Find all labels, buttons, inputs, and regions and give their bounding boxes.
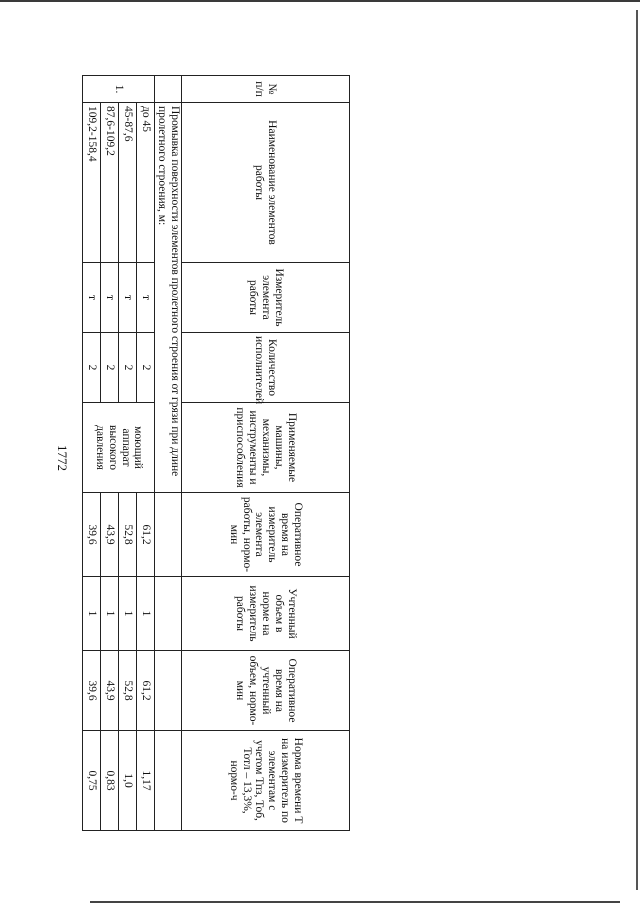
row-name: 45-87,6 bbox=[119, 103, 137, 263]
section-row bbox=[155, 76, 182, 831]
rotated-document bbox=[86, 75, 350, 830]
row-meter: т bbox=[83, 263, 101, 333]
section-title: Промывка поверхности элементов пролетного строения от грязи при длине пролетного строения, м: bbox=[155, 103, 182, 493]
row-norm-time: 0,83 bbox=[101, 731, 119, 831]
norms-table bbox=[82, 75, 350, 831]
row-volume: 1 bbox=[83, 577, 101, 651]
header-name: Наименование элементов работы bbox=[182, 103, 350, 263]
machine-cell: моющий аппарат высокого давления bbox=[83, 403, 155, 493]
rotated-document-inner bbox=[86, 75, 350, 830]
row-performers: 2 bbox=[137, 333, 155, 403]
row-op-time-volume: 61,2 bbox=[137, 651, 155, 731]
row-performers: 2 bbox=[83, 333, 101, 403]
row-op-time-volume: 39,6 bbox=[83, 651, 101, 731]
header-no: № п/п bbox=[182, 76, 350, 103]
row-op-time-element: 52,8 bbox=[119, 493, 137, 577]
row-op-time-element: 61,2 bbox=[137, 493, 155, 577]
row-meter: т bbox=[119, 263, 137, 333]
header-op-time-element: Оперативное время на измеритель элемента работы, нормо-мин bbox=[182, 493, 350, 577]
header-row bbox=[182, 76, 350, 831]
section-empty bbox=[155, 651, 182, 731]
header-norm-time: Норма времени Т на измеритель по элементам с учетом Тпз, Тоб, Тотл – 13,3%, нормо-ч bbox=[182, 731, 350, 831]
header-machines: Применяемые машины, механизмы, инструменты и приспособления bbox=[182, 403, 350, 493]
row-name: 109,2-158,4 bbox=[83, 103, 101, 263]
row-name: 87,6-109,2 bbox=[101, 103, 119, 263]
row-op-time-element: 43,9 bbox=[101, 493, 119, 577]
row-performers: 2 bbox=[119, 333, 137, 403]
row-meter: т bbox=[137, 263, 155, 333]
header-meter: Измеритель элемента работы bbox=[182, 263, 350, 333]
section-empty bbox=[155, 577, 182, 651]
header-op-time-volume: Оперативное время на учтенный объем, нормо-мин bbox=[182, 651, 350, 731]
row-volume: 1 bbox=[137, 577, 155, 651]
scan-edge-top bbox=[0, 0, 640, 2]
row-op-time-volume: 43,9 bbox=[101, 651, 119, 731]
row-meter: т bbox=[101, 263, 119, 333]
section-empty bbox=[155, 493, 182, 577]
scan-edge-right bbox=[636, 10, 638, 890]
row-norm-time: 1,17 bbox=[137, 731, 155, 831]
row-performers: 2 bbox=[101, 333, 119, 403]
item-number: 1. bbox=[83, 76, 155, 103]
header-volume: Учтенный объем в норме на измеритель работы bbox=[182, 577, 350, 651]
row-op-time-volume: 52,8 bbox=[119, 651, 137, 731]
page-number: 1772 bbox=[55, 445, 70, 471]
section-empty bbox=[155, 731, 182, 831]
row-name: до 45 bbox=[137, 103, 155, 263]
section-no-cell bbox=[155, 76, 182, 103]
row-volume: 1 bbox=[101, 577, 119, 651]
scan-edge-bottom bbox=[90, 901, 620, 903]
row-norm-time: 0,75 bbox=[83, 731, 101, 831]
row-volume: 1 bbox=[119, 577, 137, 651]
row-op-time-element: 39,6 bbox=[83, 493, 101, 577]
table-row bbox=[137, 76, 155, 831]
header-performers: Количество исполнителей bbox=[182, 333, 350, 403]
row-norm-time: 1,0 bbox=[119, 731, 137, 831]
